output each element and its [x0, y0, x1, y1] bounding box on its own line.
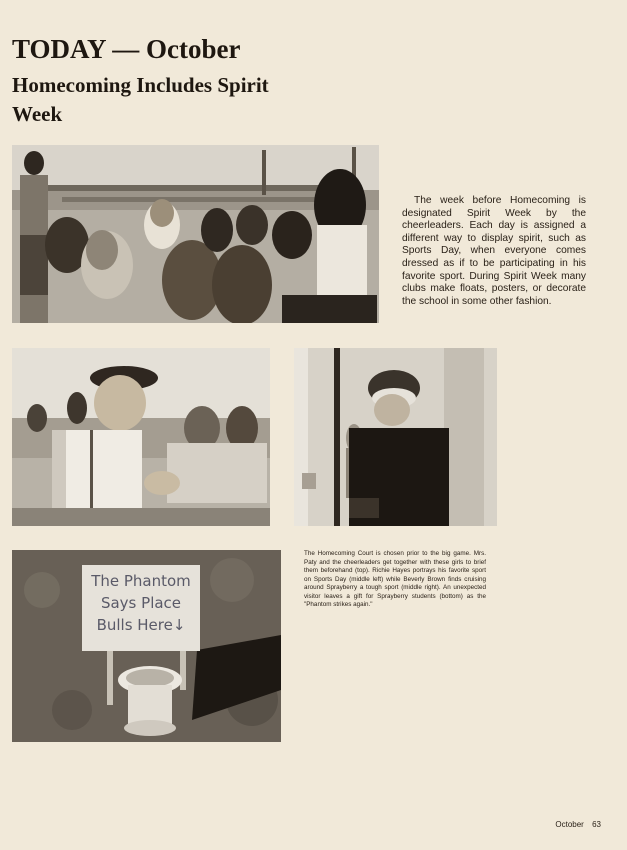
sign-line-1: The Phantom: [91, 572, 191, 590]
sign-line-2: Says Place: [100, 594, 182, 612]
page-subtitle: Homecoming Includes Spirit Week: [12, 73, 269, 126]
footer-section: October: [555, 820, 584, 829]
phantom-sign: [84, 566, 198, 654]
sign-line-3: Bulls Here↓: [96, 616, 186, 634]
page-title: TODAY — October: [12, 34, 241, 64]
photo-sports-day: [12, 348, 270, 526]
photo-cruising: [294, 348, 497, 526]
body-paragraph: The week before Homecoming is designated Spirit Week by the cheerleaders. Each day is assigned a different way to display spirit, such as Sports Day, when everyone comes dressed as if to be participating in his favorite sport. During Spirit Week many clubs make floats, posters, or decorate the school in some other fashion.: [402, 195, 586, 307]
photo-homecoming-court: [12, 145, 379, 323]
photo-caption: The Homecoming Court is chosen prior to the big game. Mrs. Paty and the cheerleaders get together with these girls to brief them beforehand (top). Richie Hayes portrays his favorite sport on Sports Day (middle left) while Beverly Brown finds cruising around Sprayberry a tough sport (middle right). An unexpected visitor leaves a gift for Sprayberry students (bottom) as the "Phantom strikes again.": [304, 550, 486, 608]
page-footer: [549, 820, 601, 829]
photo-phantom: [12, 550, 281, 742]
page-number: 63: [592, 820, 601, 829]
